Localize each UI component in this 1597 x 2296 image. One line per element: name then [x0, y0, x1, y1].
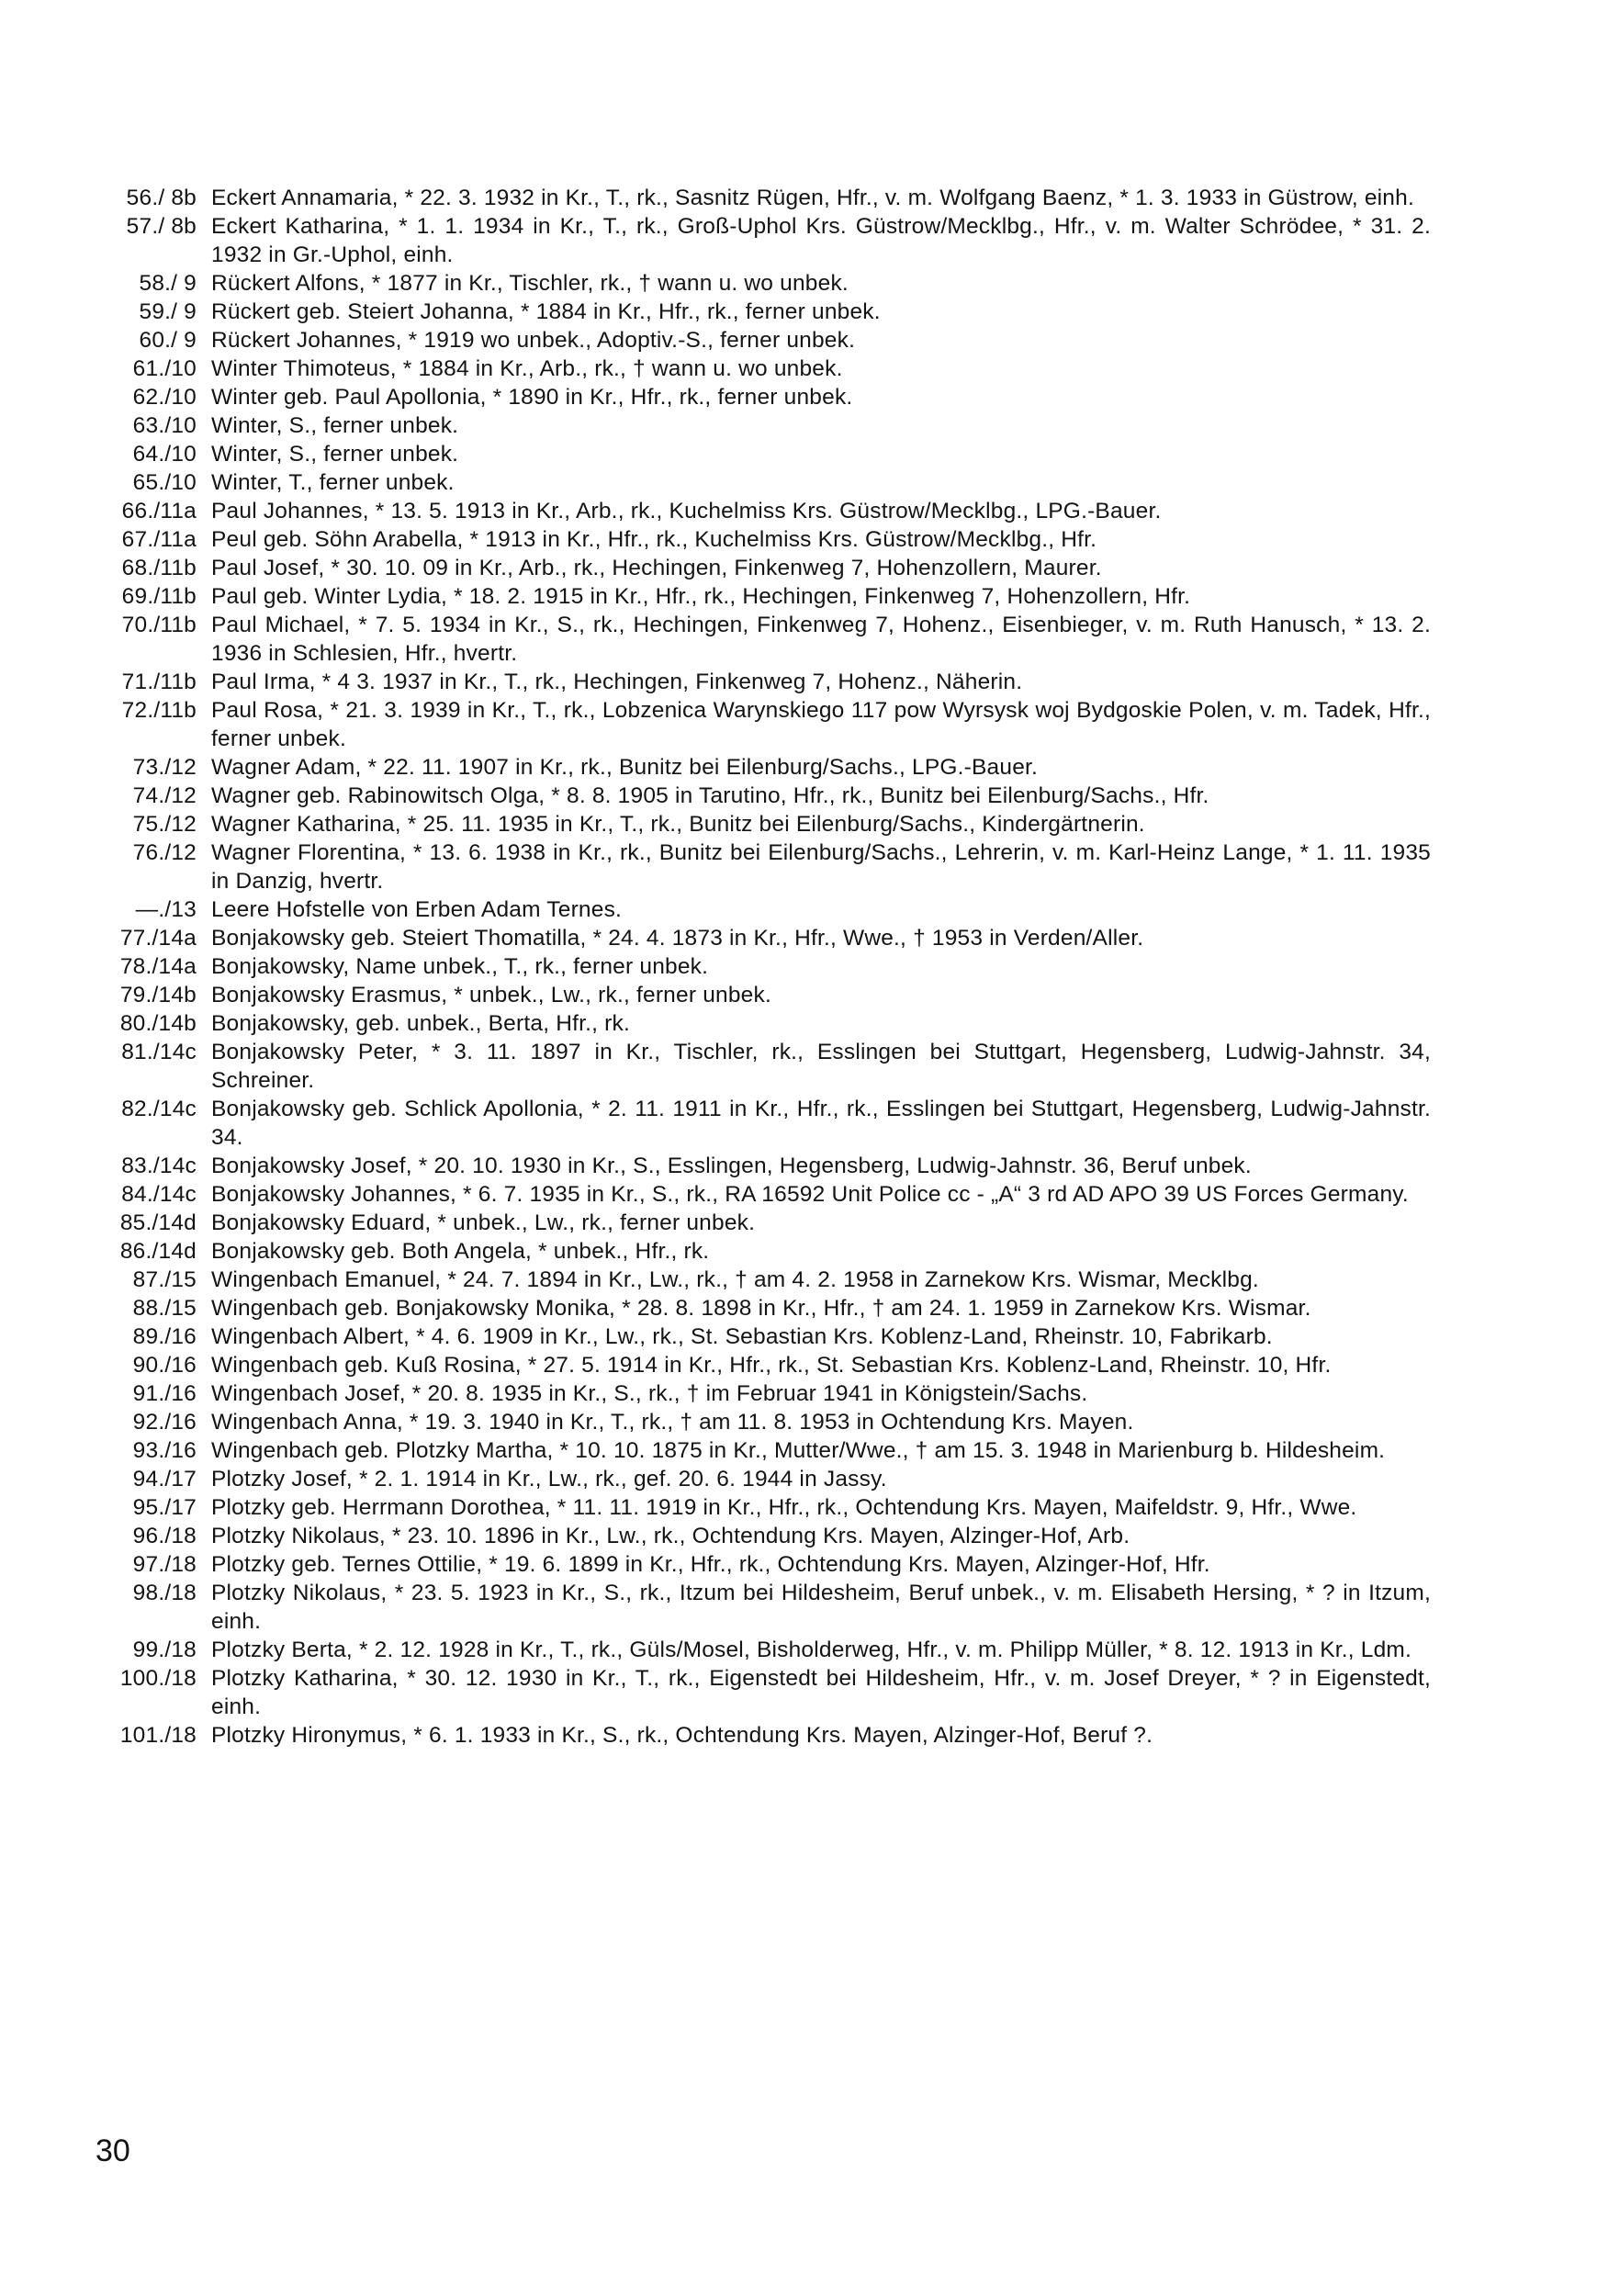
entry-number: 70./11b — [121, 613, 197, 637]
entry-text: Plotzky Hironymus, * 6. 1. 1933 in Kr., S., rk., Ochtendung Krs. Mayen, Alzinger-Hof, Beruf ?. — [211, 1723, 1153, 1748]
entry-number: 101./18 — [119, 1723, 197, 1748]
register-entry — [81, 1550, 1431, 1579]
entry-text: Bonjakowsky Josef, * 20. 10. 1930 in Kr., S., Esslingen, Hegensberg, Ludwig-Jahnstr. 36, Beruf unbek. — [211, 1154, 1252, 1178]
entry-number: 100./18 — [119, 1666, 197, 1691]
register-entry — [81, 1636, 1431, 1664]
register-entry — [81, 440, 1431, 468]
register-entry — [81, 1379, 1431, 1408]
register-entry — [81, 525, 1431, 554]
entry-number: 67./11a — [121, 527, 197, 552]
entry-text: Winter Thimoteus, * 1884 in Kr., Arb., rk., † wann u. wo unbek. — [211, 356, 843, 381]
entry-text: Leere Hofstelle von Erben Adam Ternes. — [211, 897, 623, 922]
register-entry — [81, 895, 1431, 924]
register-entry — [81, 1436, 1431, 1465]
entry-text: Bonjakowsky, geb. unbek., Berta, Hfr., rk. — [211, 1011, 630, 1036]
register-entry — [81, 298, 1431, 326]
entry-text: Paul geb. Winter Lydia, * 18. 2. 1915 in Kr., Hfr., rk., Hechingen, Finkenweg 7, Hohenzollern, Hfr. — [211, 584, 1191, 609]
entry-text: Winter, S., ferner unbek. — [211, 442, 459, 467]
entry-text: Winter, T., ferner unbek. — [211, 470, 455, 495]
entry-text: Eckert Annamaria, * 22. 3. 1932 in Kr., T., rk., Sasnitz Rügen, Hfr., v. m. Wolfgang Baenz, * 1. 3. 1933 in Güstrow, einh. — [211, 186, 1414, 210]
entry-text: Paul Johannes, * 13. 5. 1913 in Kr., Arb., rk., Kuchelmiss Krs. Güstrow/Mecklbg., LPG.-Bauer. — [211, 499, 1162, 523]
entry-text: Wingenbach geb. Bonjakowsky Monika, * 28. 8. 1898 in Kr., Hfr., † am 24. 1. 1959 in Zarnekow Krs. Wismar. — [211, 1296, 1311, 1321]
register-entry — [81, 611, 1431, 668]
register-entry — [81, 468, 1431, 497]
entry-text: Winter, S., ferner unbek. — [211, 413, 459, 438]
entry-text: Bonjakowsky geb. Schlick Apollonia, * 2. 11. 1911 in Kr., Hfr., rk., Esslingen bei Stuttgart, Hegensberg, Ludwig-Jahnstr. 34. — [211, 1097, 1431, 1150]
entry-text: Wingenbach Albert, * 4. 6. 1909 in Kr., Lw., rk., St. Sebastian Krs. Koblenz-Land, Rheinstr. 10, Fabrikarb. — [211, 1324, 1273, 1349]
register-entry — [81, 1152, 1431, 1180]
entry-number: 60./ 9 — [139, 328, 197, 353]
entry-text: Rückert geb. Steiert Johanna, * 1884 in Kr., Hfr., rk., ferner unbek. — [211, 299, 881, 324]
register-entry — [81, 753, 1431, 782]
entry-text: Bonjakowsky geb. Steiert Thomatilla, * 24. 4. 1873 in Kr., Hfr., Wwe., † 1953 in Verden/Aller. — [211, 926, 1144, 951]
entry-number: 58./ 9 — [139, 271, 197, 296]
entry-text: Eckert Katharina, * 1. 1. 1934 in Kr., T., rk., Groß-Uphol Krs. Güstrow/Mecklbg., Hfr., v. m. Walter Schrödee, * 31. 2. 1932 in Gr.-Uphol, einh. — [211, 214, 1431, 267]
entry-text: Paul Michael, * 7. 5. 1934 in Kr., S., rk., Hechingen, Finkenweg 7, Hohenz., Eisenbieger, v. m. Ruth Hanusch, * 13. 2. 1936 in Schlesien, Hfr., hvertr. — [211, 613, 1431, 666]
entry-text: Plotzky Nikolaus, * 23. 5. 1923 in Kr., S., rk., Itzum bei Hildesheim, Beruf unbek., v. m. Elisabeth Hersing, * ? in Itzum, einh. — [211, 1581, 1431, 1634]
entry-number: 57./ 8b — [126, 214, 197, 239]
entry-number: 69./11b — [121, 584, 197, 609]
register-entry — [81, 1522, 1431, 1550]
entry-number: 77./14a — [119, 926, 197, 951]
entry-text: Bonjakowsky Eduard, * unbek., Lw., rk., ferner unbek. — [211, 1210, 756, 1235]
entry-text: Plotzky Katharina, * 30. 12. 1930 in Kr., T., rk., Eigenstedt bei Hildesheim, Hfr., v. m. Josef Dreyer, * ? in Eigenstedt, einh. — [211, 1666, 1431, 1719]
entry-text: Wingenbach Emanuel, * 24. 7. 1894 in Kr., Lw., rk., † am 4. 2. 1958 in Zarnekow Krs. Wismar, Mecklbg. — [211, 1267, 1259, 1292]
register-entry — [81, 1095, 1431, 1152]
entry-number: 76./12 — [132, 840, 197, 865]
register-entry — [81, 383, 1431, 411]
entry-number: 63./10 — [132, 413, 197, 438]
register-entry — [81, 981, 1431, 1009]
entry-number: 68./11b — [121, 556, 197, 580]
entry-text: Plotzky geb. Ternes Ottilie, * 19. 6. 1899 in Kr., Hfr., rk., Ochtendung Krs. Mayen, Alzinger-Hof, Hfr. — [211, 1552, 1210, 1577]
register-entry — [81, 1209, 1431, 1237]
entry-text: Bonjakowsky, Name unbek., T., rk., ferner unbek. — [211, 954, 709, 979]
entry-number: 71./11b — [121, 670, 197, 694]
entry-text: Paul Josef, * 30. 10. 09 in Kr., Arb., rk., Hechingen, Finkenweg 7, Hohenzollern, Maurer. — [211, 556, 1102, 580]
register-entry — [81, 696, 1431, 753]
entry-number: 99./18 — [132, 1638, 197, 1662]
entry-text: Winter geb. Paul Apollonia, * 1890 in Kr., Hfr., rk., ferner unbek. — [211, 385, 853, 410]
entry-text: Bonjakowsky Erasmus, * unbek., Lw., rk., ferner unbek. — [211, 983, 771, 1007]
entry-text: Wingenbach geb. Plotzky Martha, * 10. 10. 1875 in Kr., Mutter/Wwe., † am 15. 3. 1948 in Marienburg b. Hildesheim. — [211, 1438, 1386, 1463]
register-entry — [81, 1664, 1431, 1721]
register-entry — [81, 810, 1431, 838]
entry-number: 93./16 — [132, 1438, 197, 1463]
entry-text: Bonjakowsky Johannes, * 6. 7. 1935 in Kr., S., rk., RA 16592 Unit Police cc - „A“ 3 rd AD APO 39 US Forces Germany. — [211, 1182, 1409, 1207]
register-entry — [81, 668, 1431, 696]
entry-number: 64./10 — [132, 442, 197, 467]
register-entry — [81, 554, 1431, 582]
entry-number: 65./10 — [132, 470, 197, 495]
register-entry — [81, 355, 1431, 383]
entry-number: 85./14d — [119, 1210, 197, 1235]
entry-text: Wingenbach geb. Kuß Rosina, * 27. 5. 1914 in Kr., Hfr., rk., St. Sebastian Krs. Koblenz-Land, Rheinstr. 10, Hfr. — [211, 1353, 1332, 1378]
page-number: 30 — [96, 2133, 130, 2168]
entry-number: 80./14b — [119, 1011, 197, 1036]
entry-text: Rückert Johannes, * 1919 wo unbek., Adoptiv.-S., ferner unbek. — [211, 328, 856, 353]
entry-text: Bonjakowsky Peter, * 3. 11. 1897 in Kr., Tischler, rk., Esslingen bei Stuttgart, Hegensberg, Ludwig-Jahnstr. 34, Schreiner. — [211, 1040, 1431, 1093]
entry-number: 83./14c — [121, 1154, 197, 1178]
entry-number: 66./11a — [121, 499, 197, 523]
entry-number: —./13 — [135, 897, 197, 922]
register-entry — [81, 212, 1431, 269]
entry-text: Plotzky Berta, * 2. 12. 1928 in Kr., T., rk., Güls/Mosel, Bisholderweg, Hfr., v. m. Philipp Müller, * 8. 12. 1913 in Kr., Ldm. — [211, 1638, 1412, 1662]
entry-number: 73./12 — [132, 755, 197, 780]
entry-number: 86./14d — [119, 1239, 197, 1264]
register-entry — [81, 1721, 1431, 1750]
entry-number: 81./14c — [121, 1040, 197, 1064]
entry-number: 79./14b — [119, 983, 197, 1007]
entry-number: 94./17 — [132, 1467, 197, 1491]
entry-text: Bonjakowsky geb. Both Angela, * unbek., Hfr., rk. — [211, 1239, 710, 1264]
register-entry — [81, 269, 1431, 298]
entry-text: Wagner Florentina, * 13. 6. 1938 in Kr., rk., Bunitz bei Eilenburg/Sachs., Lehrerin, v. m. Karl-Heinz Lange, * 1. 11. 1935 in Danzig, hvertr. — [211, 840, 1431, 894]
register-entry — [81, 1038, 1431, 1095]
entry-number: 95./17 — [132, 1495, 197, 1520]
register-entry — [81, 1579, 1431, 1636]
entry-text: Wagner geb. Rabinowitsch Olga, * 8. 8. 1905 in Tarutino, Hfr., rk., Bunitz bei Eilenburg/Sachs., Hfr. — [211, 783, 1209, 808]
entry-number: 96./18 — [132, 1524, 197, 1548]
register-entry — [81, 1237, 1431, 1266]
register-entry — [81, 952, 1431, 981]
entry-text: Wagner Adam, * 22. 11. 1907 in Kr., rk., Bunitz bei Eilenburg/Sachs., LPG.-Bauer. — [211, 755, 1039, 780]
register-entry — [81, 1408, 1431, 1436]
entry-text: Rückert Alfons, * 1877 in Kr., Tischler, rk., † wann u. wo unbek. — [211, 271, 849, 296]
entry-text: Plotzky geb. Herrmann Dorothea, * 11. 11. 1919 in Kr., Hfr., rk., Ochtendung Krs. Mayen, Maifeldstr. 9, Hfr., Wwe. — [211, 1495, 1357, 1520]
entry-number: 56./ 8b — [126, 186, 197, 210]
register-entry — [81, 1294, 1431, 1322]
register-entry — [81, 184, 1431, 212]
register-entry — [81, 1351, 1431, 1379]
entry-number: 89./16 — [132, 1324, 197, 1349]
entry-number: 97./18 — [132, 1552, 197, 1577]
entry-text: Peul geb. Söhn Arabella, * 1913 in Kr., Hfr., rk., Kuchelmiss Krs. Güstrow/Mecklbg., Hfr. — [211, 527, 1097, 552]
entry-number: 92./16 — [132, 1410, 197, 1435]
entry-number: 84./14c — [121, 1182, 197, 1207]
entry-number: 62./10 — [132, 385, 197, 410]
register-entry — [81, 1180, 1431, 1209]
register-entry-list — [81, 184, 1431, 1750]
register-entry — [81, 782, 1431, 810]
entry-number: 82./14c — [121, 1097, 197, 1121]
entry-text: Plotzky Nikolaus, * 23. 10. 1896 in Kr., Lw., rk., Ochtendung Krs. Mayen, Alzinger-Hof, Arb. — [211, 1524, 1130, 1548]
register-entry — [81, 582, 1431, 611]
entry-text: Paul Irma, * 4 3. 1937 in Kr., T., rk., Hechingen, Finkenweg 7, Hohenz., Näherin. — [211, 670, 1023, 694]
register-entry — [81, 1322, 1431, 1351]
entry-text: Wingenbach Josef, * 20. 8. 1935 in Kr., S., rk., † im Februar 1941 in Königstein/Sachs. — [211, 1381, 1088, 1406]
entry-number: 78./14a — [119, 954, 197, 979]
register-entry — [81, 1009, 1431, 1038]
register-entry — [81, 838, 1431, 895]
entry-number: 87./15 — [132, 1267, 197, 1292]
entry-number: 61./10 — [132, 356, 197, 381]
entry-text: Wagner Katharina, * 25. 11. 1935 in Kr., T., rk., Bunitz bei Eilenburg/Sachs., Kindergärtnerin. — [211, 812, 1145, 837]
register-entry — [81, 497, 1431, 525]
entry-number: 98./18 — [132, 1581, 197, 1605]
register-entry — [81, 411, 1431, 440]
entry-text: Paul Rosa, * 21. 3. 1939 in Kr., T., rk., Lobzenica Warynskiego 117 pow Wyrsysk woj Bydgoskie Polen, v. m. Tadek, Hfr., ferner unbek. — [211, 698, 1431, 751]
entry-number: 90./16 — [132, 1353, 197, 1378]
entry-number: 75./12 — [132, 812, 197, 837]
entry-number: 91./16 — [132, 1381, 197, 1406]
entry-number: 59./ 9 — [139, 299, 197, 324]
entry-number: 88./15 — [132, 1296, 197, 1321]
entry-text: Wingenbach Anna, * 19. 3. 1940 in Kr., T., rk., † am 11. 8. 1953 in Ochtendung Krs. Mayen. — [211, 1410, 1134, 1435]
entry-number: 74./12 — [132, 783, 197, 808]
entry-text: Plotzky Josef, * 2. 1. 1914 in Kr., Lw., rk., gef. 20. 6. 1944 in Jassy. — [211, 1467, 887, 1491]
register-entry — [81, 1266, 1431, 1294]
register-entry — [81, 326, 1431, 355]
register-entry — [81, 1493, 1431, 1522]
register-entry — [81, 1465, 1431, 1493]
register-entry — [81, 924, 1431, 952]
entry-number: 72./11b — [121, 698, 197, 723]
